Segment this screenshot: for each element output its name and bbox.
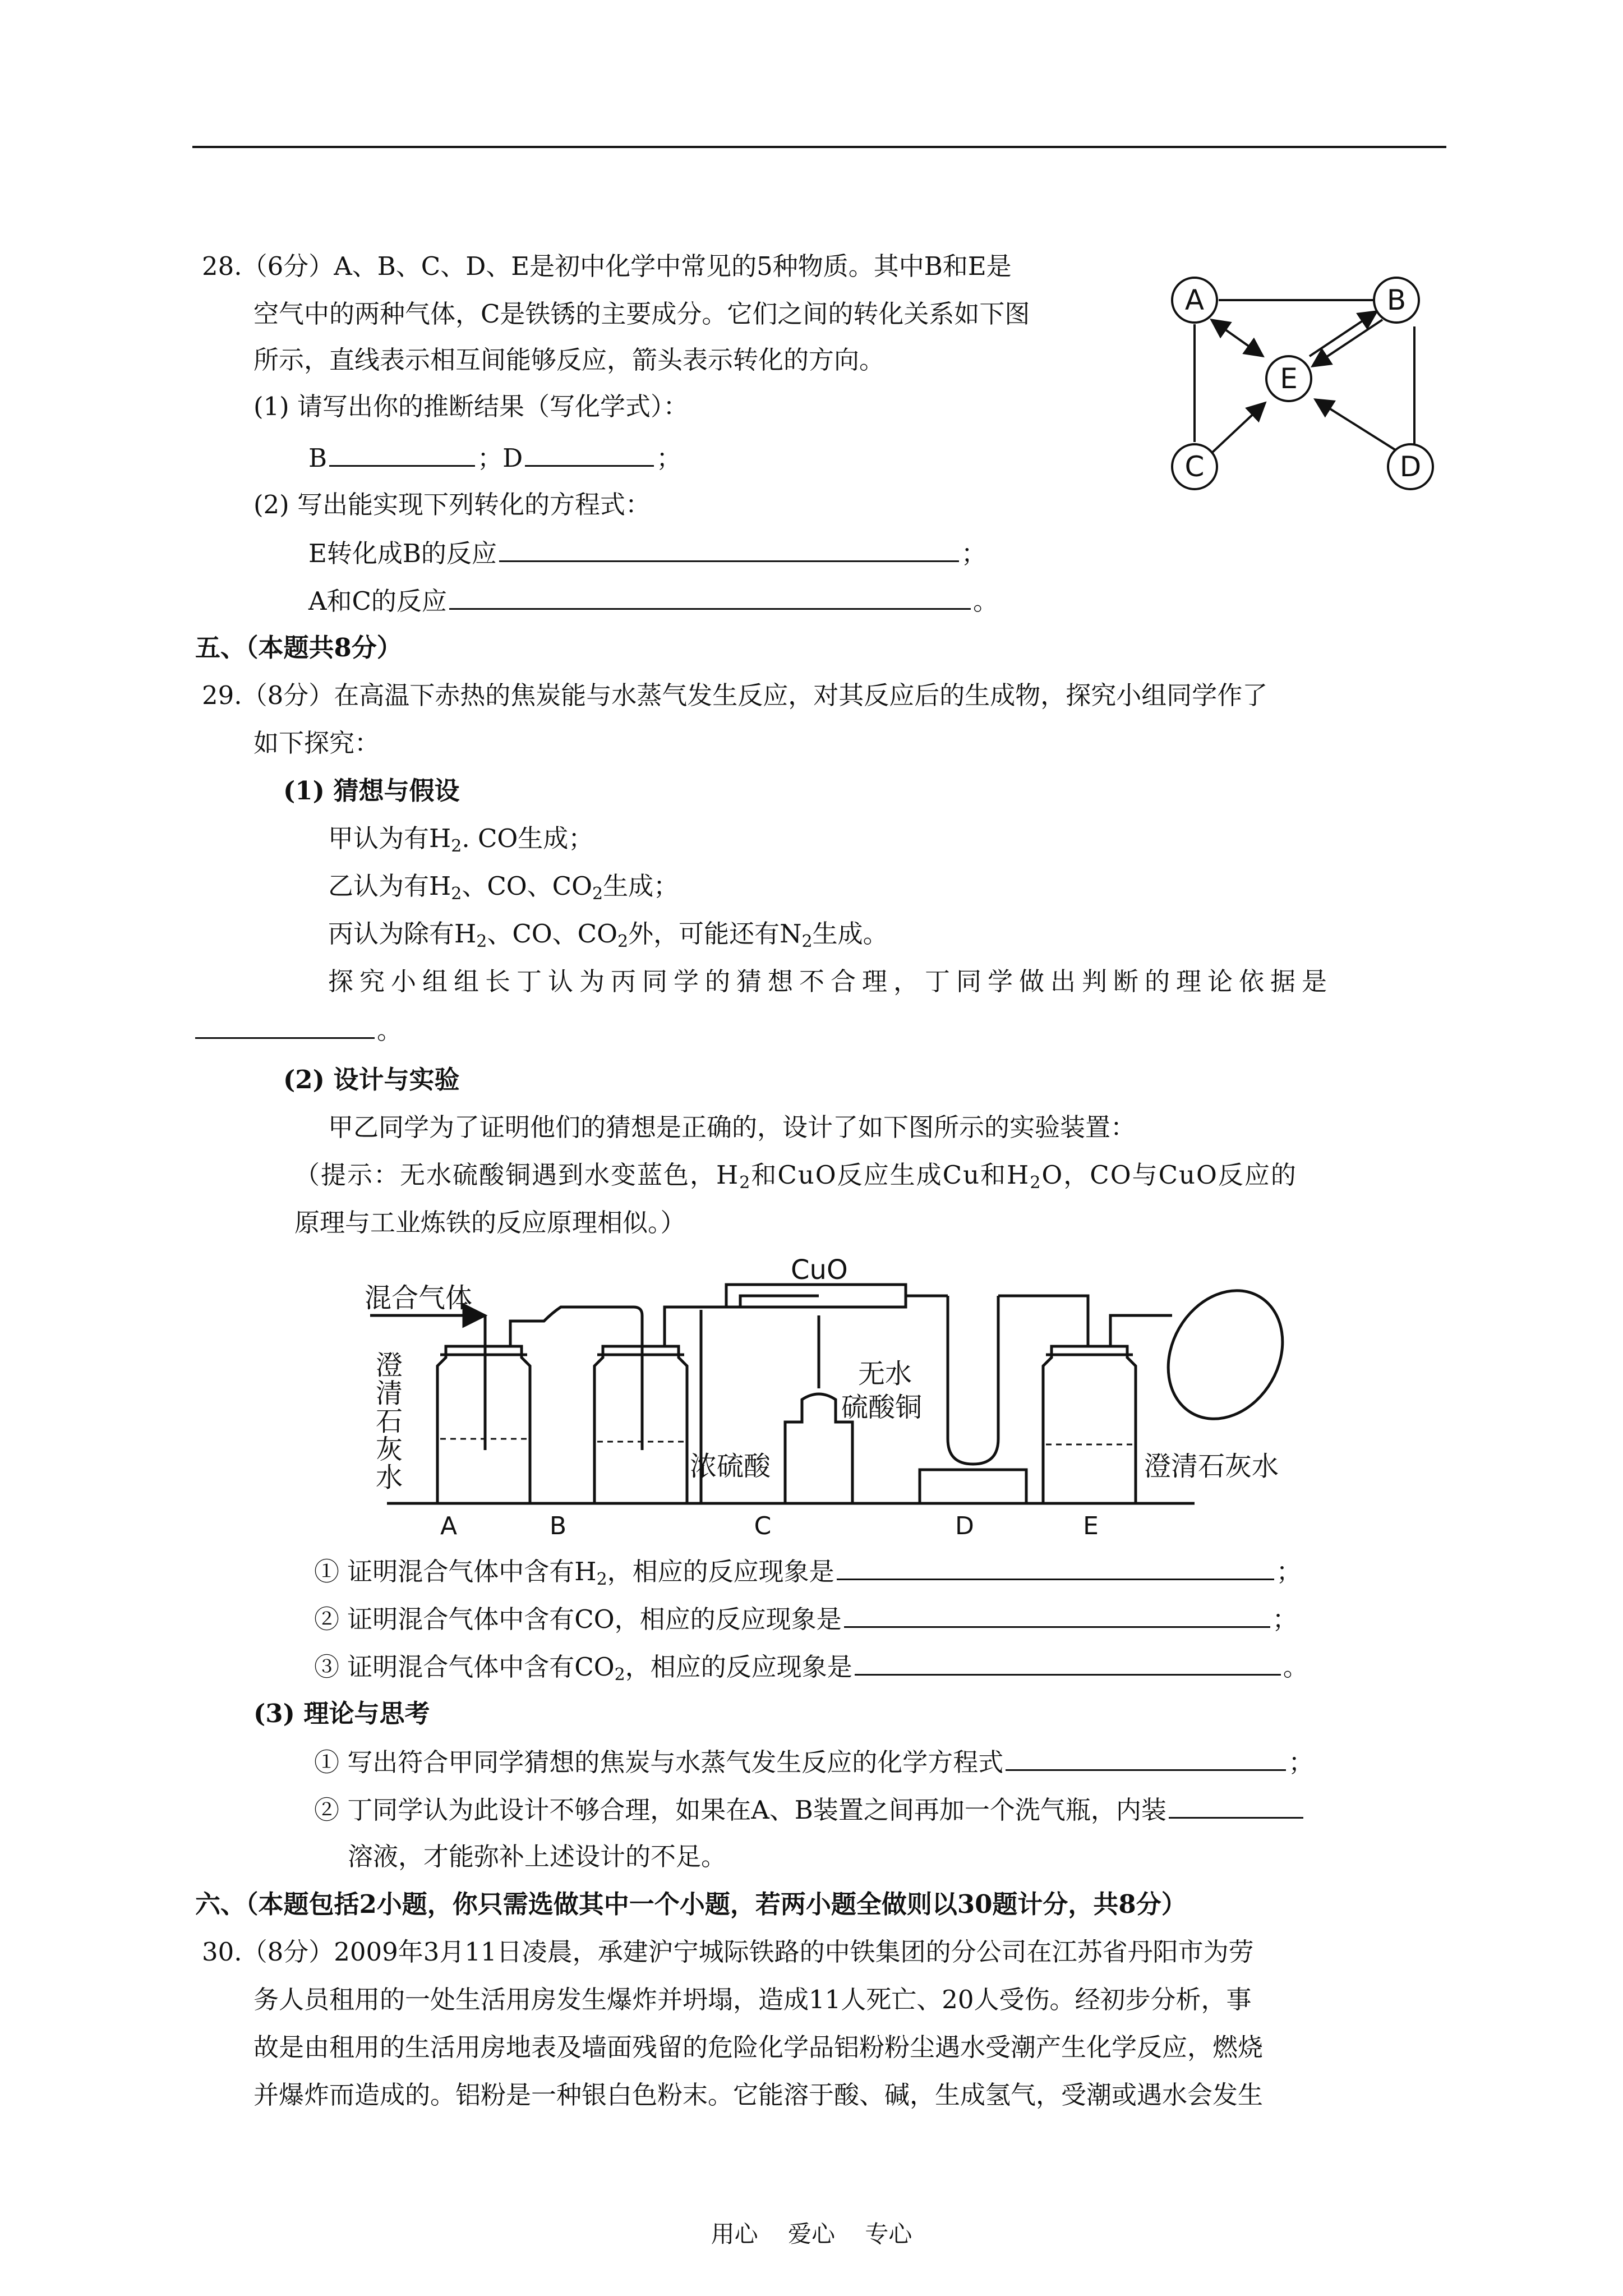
co2-evidence-blank[interactable]	[855, 1649, 1281, 1676]
node-b-label: B	[1386, 284, 1407, 316]
q30-line-3: 故是由租用的生活用房地表及墙面残留的危险化学品铝粉粉尘遇水受潮产生化学反应，燃烧	[253, 2032, 1264, 2062]
q28-part-1: (1) 请写出你的推断结果（写化学式）：	[253, 392, 689, 421]
q28-line-2: 空气中的两种气体，C是铁锈的主要成分。它们之间的转化关系如下图	[253, 299, 1030, 329]
node-c-label: C	[1184, 450, 1205, 483]
c-e-arrow	[1211, 403, 1265, 453]
q30-line-1: 30.（8分）2009年3月11日凌晨，承建沪宁城际铁路的中铁集团的分公司在江苏省丹阳市为劳	[202, 1937, 1254, 1967]
b-answer-blank[interactable]	[329, 440, 475, 467]
solution-blank[interactable]	[1169, 1792, 1303, 1819]
apparatus-e-label: E	[1083, 1512, 1099, 1540]
bottle-e	[1043, 1346, 1136, 1503]
apparatus-c-label: C	[754, 1512, 772, 1540]
limewater-char-4: 灰	[376, 1434, 403, 1465]
a-c-blank[interactable]	[449, 583, 971, 610]
q29-ding-reasoning: 探究小组组长丁认为丙同学的猜想不合理，丁同学做出判断的理论依据是	[328, 967, 1334, 996]
b-e-arrow	[1312, 320, 1382, 366]
separator: ；	[961, 539, 986, 568]
gas-bag	[1146, 1270, 1295, 1440]
h2-evidence-blank[interactable]	[837, 1554, 1274, 1580]
q28-part-2: (2) 写出能实现下列转化的方程式：	[253, 490, 651, 519]
node-e-label: E	[1280, 362, 1298, 395]
q29-theory-1: ① 写出符合甲同学猜想的焦炭与水蒸气发生反应的化学方程式 ；	[314, 1745, 1313, 1779]
wood-block	[920, 1470, 1026, 1503]
a-c-label: A和C的反应	[308, 586, 447, 616]
tube-a-b	[510, 1307, 642, 1346]
b-label: B	[308, 443, 328, 473]
u-tube	[948, 1296, 998, 1464]
q29-theory-2: ② 丁同学认为此设计不够合理，如果在A、B装置之间再加一个洗气瓶，内装	[314, 1792, 1306, 1827]
e-to-b-blank[interactable]	[499, 536, 959, 562]
separator: 。	[972, 586, 998, 616]
q29-hypothesis-yi: 乙认为有$H_2$、CO、$CO_2$生成；	[328, 871, 679, 904]
q28-relation-diagram	[1161, 264, 1458, 533]
section-5-title: 五、（本题共8分）	[195, 633, 402, 662]
apparatus-d-label: D	[955, 1512, 974, 1540]
q28-e-to-b	[308, 536, 986, 570]
page-footer: 用心 爱心 专心	[711, 2220, 912, 2248]
limewater-e-label: 澄清石灰水	[1144, 1451, 1279, 1482]
q28-line-3: 所示，直线表示相互间能够反应，箭头表示转化的方向。	[253, 345, 885, 375]
e-to-b-label: E转化成B的反应	[308, 539, 497, 568]
tube-b-c	[665, 1296, 819, 1346]
q29-evidence-h2: ① 证明混合气体中含有$H_2$，相应的反应现象是 ；	[314, 1554, 1302, 1596]
q30-line-4: 并爆炸而造成的。铝粉是一种银白色粉末。它能溶于酸、碱，生成氢气，受潮或遇水会发生	[253, 2080, 1264, 2110]
mixed-gas-label: 混合气体	[365, 1282, 473, 1314]
apparatus-a-label: A	[440, 1512, 458, 1540]
limewater-char-5: 水	[376, 1462, 403, 1493]
q29-hypothesis-jia: 甲认为有$H_2$. CO生成；	[328, 823, 594, 856]
q29-heading-1: (1) 猜想与假设	[283, 776, 460, 806]
anhydrous-label: 无水	[858, 1358, 912, 1389]
separator: ；	[656, 443, 682, 473]
q29-heading-3: (3) 理论与思考	[253, 1699, 430, 1728]
q28-a-and-c	[308, 583, 998, 618]
tube-e-bag	[1110, 1315, 1172, 1346]
a-e-arrow	[1211, 320, 1263, 356]
limewater-char-2: 清	[376, 1378, 403, 1409]
q29-design-text: 甲乙同学为了证明他们的猜想是正确的，设计了如下图所示的实验装置：	[328, 1112, 1136, 1142]
separator: ；	[477, 443, 503, 473]
cuo-label: CuO	[791, 1254, 848, 1286]
q29-apparatus-figure	[359, 1254, 1295, 1551]
e-b-arrow	[1310, 311, 1377, 356]
q29-evidence-co: ② 证明混合气体中含有CO，相应的反应现象是 ；	[314, 1602, 1298, 1636]
node-a-label: A	[1184, 284, 1205, 316]
d-answer-blank[interactable]	[525, 440, 654, 467]
q28-answer-bd	[308, 440, 681, 475]
co-evidence-blank[interactable]	[844, 1602, 1270, 1628]
node-d-label: D	[1399, 450, 1422, 483]
q29-hint-line-1: （提示：无水硫酸铜遇到水变蓝色，$H_2$和CuO反应生成Cu和$H_2O$，CO与CuO反应的	[294, 1160, 1297, 1193]
ding-reason-blank[interactable]	[195, 1013, 375, 1039]
q29-theory-2-cont: 溶液，才能弥补上述设计的不足。	[348, 1842, 727, 1871]
header-rule	[192, 146, 1446, 148]
q29-heading-2: (2) 设计与实验	[283, 1065, 460, 1094]
section-6-title: 六、（本题包括2小题，你只需选做其中一个小题，若两小题全做则以30题计分，共8分）	[195, 1889, 1187, 1919]
q29-hypothesis-bing: 丙认为除有$H_2$、CO、$CO_2$外，可能还有$N_2$生成。	[328, 919, 888, 951]
q29-evidence-co2: ③ 证明混合气体中含有$CO_2$，相应的反应现象是 。	[314, 1649, 1308, 1692]
tube-d-e	[998, 1296, 1088, 1346]
q28-line-1: 28.（6分）A、B、C、D、E是初中化学中常见的5种物质。其中B和E是	[202, 251, 1012, 281]
h2so4-label: 浓硫酸	[690, 1451, 771, 1482]
cuso4-label: 硫酸铜	[841, 1392, 923, 1423]
d-e-arrow	[1315, 399, 1395, 450]
limewater-char-1: 澄	[376, 1350, 403, 1381]
d-label: D	[502, 443, 523, 473]
q29-line-1: 29.（8分）在高温下赤热的焦炭能与水蒸气发生反应，对其反应后的生成物，探究小组同学作了	[202, 680, 1268, 710]
equation-blank[interactable]	[1006, 1745, 1286, 1771]
limewater-char-3: 石	[376, 1406, 403, 1437]
apparatus-b-label: B	[549, 1512, 567, 1540]
q29-line-2: 如下探究：	[253, 728, 380, 758]
q29-ding-answer: 。	[195, 1013, 402, 1047]
q30-line-2: 务人员租用的一处生活用房发生爆炸并坍塌，造成11人死亡、20人受伤。经初步分析，事	[253, 1985, 1252, 2014]
q29-hint-line-2: 原理与工业炼铁的反应原理相似。）	[294, 1208, 686, 1237]
